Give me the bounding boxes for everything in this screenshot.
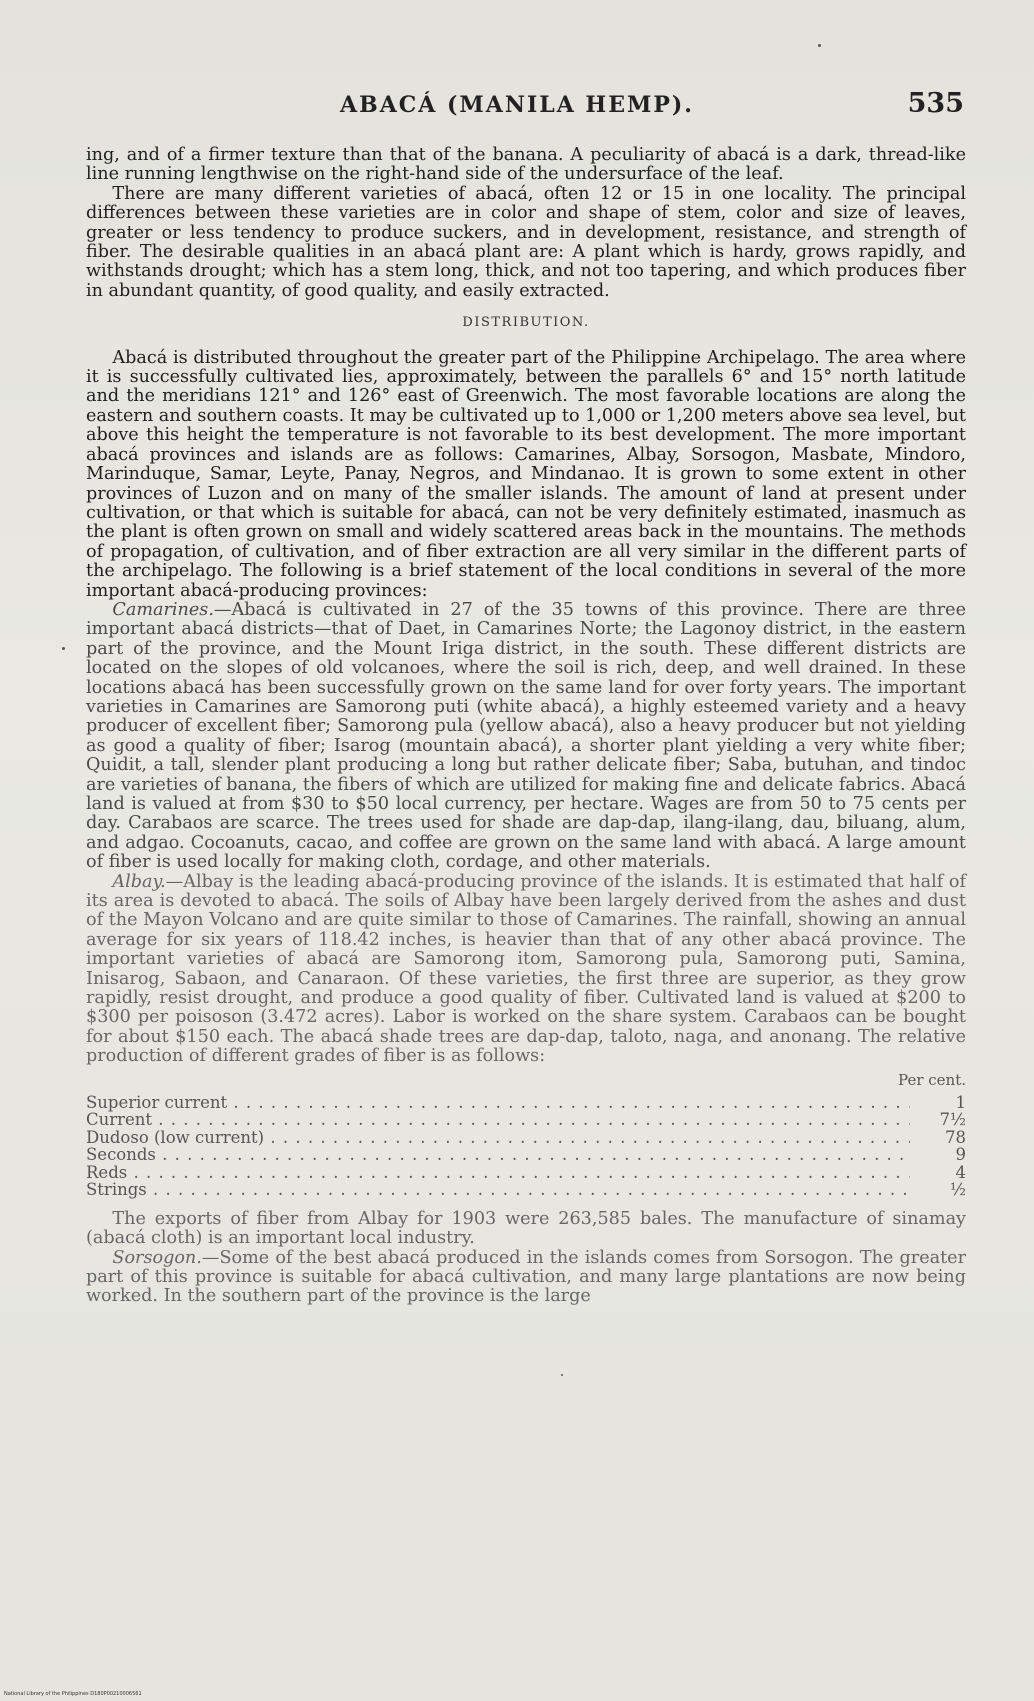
paragraph: Abacá is distributed throughout the greater part of the Philippine Archipelago. The area where it is successfully cultivated lies, approximately, between the parallels 6° and 15° north latitude and the meridians 121° and 126° east of Greenwich. The most favorable locations are along the eastern and southern coasts. It may be cultivated up to 1,000 or 1,200 meters above sea level, but above this height the temperature is not favorable to its best development. The more important abacá provinces and islands are as follows: Camarines, Albay, Sorsogon, Masbate, Mindoro, Marinduque, Samar, Leyte, Panay, Negros, and Mindanao. It is grown to some extent in other provinces of Luzon and on many of the smaller islands. The amount of land at present under cultivation, or that which is suitable for abacá, can not be very definitely estimated, inasmuch as the plant is often grown on small and widely scattered areas back in the mountains. The methods of propagation, of cultivation, and of fiber extraction are all very similar in the different parts of the archipelago. The following is a brief statement of the local conditions in several of the more important abacá-producing provinces:	[86, 347, 966, 601]
library-credit: National Library of the Philippines D180P00210006561	[4, 1691, 142, 1697]
grade-label: Reds . . .	[86, 1163, 910, 1182]
grade-label: Seconds . . .	[86, 1145, 910, 1164]
province-name: Camarines.	[112, 599, 214, 620]
grade-label: Current . . .	[86, 1110, 910, 1129]
province-text: —Albay is the leading abacá-producing province of the islands. It is estimated that half of its area is devoted to abacá. The soils of Albay have been largely derived from the ashes and dust of the Mayon Volcano and are quite similar to those of Camarines. The rainfall, showing an annual average for six years of 118.42 inches, is heavier than that of any other abacá province. The important varieties of abacá are Samorong itom, Samorong pula, Samorong puti, Samina, Inisarog, Sabaon, and Canaraon. Of these varieties, the first three are superior, as they grow rapidly, resist drought, and produce a good quality of fiber. Cultivated land is valued at $200 to $300 per poisoson (3.472 acres). Labor is worked on the share system. Carabaos can be bought for about $150 each. The abacá shade trees are dap-dap, taloto, naga, and anonang. The relative production of different grades of fiber is as follows:	[86, 871, 966, 1067]
grade-label: Superior current . . .	[86, 1093, 910, 1112]
table-row	[86, 1145, 966, 1163]
fiber-grades-table	[86, 1071, 966, 1198]
paragraph: ing, and of a firmer texture than that of the banana. A peculiarity of abacá is a dark, thread-like line running lengthwise on the right-hand side of the undersurface of the leaf.	[86, 145, 966, 185]
province-text: —Abacá is cultivated in 27 of the 35 towns of this province. There are three important abacá districts—that of Daet, in Camarines Norte; the Lagonoy district, in the eastern part of the province, and the Mount Iriga district, in the south. These different districts are located on the slopes of old volcanoes, where the soil is rich, deep, and well drained. In these locations abacá has been successfully grown on the same land for over forty years. The important varieties in Camarines are Samorong puti (white abacá), a highly esteemed variety and a heavy producer of excellent fiber; Samorong pula (yellow abacá), also a heavy producer but not yielding as good a quality of fiber; Isarog (mountain abacá), a shorter plant yielding a very white fiber; Quidit, a tall, slender plant producing a long but rather delicate fiber; Saba, butuhan, and tindoc are varieties of banana, the fibers of which are utilized for making fine and delicate fabrics. Abacá land is valued at from $30 to $50 local currency, per hectare. Wages are from 50 to 75 cents per day. Carabaos are scarce. The trees used for shade are dap-dap, ilang-ilang, dau, biluang, alum, and adgao. Cocoanuts, cacao, and coffee are grown on the same land with abacá. A large amount of fiber is used locally for making cloth, cordage, and other materials.	[86, 599, 966, 873]
grade-percent: 7½	[939, 1110, 966, 1130]
page-number: 535	[907, 88, 964, 119]
paragraph: There are many different varieties of abacá, often 12 or 15 in one locality. The principal differences between these varieties are in color and shape of stem, color and size of leaves, greater or less tendency to produce suckers, and in development, resistance, and strength of fiber. The desirable qualities in an abacá plant are: A plant which is hardy, grows rapidly, and withstands drought; which has a stem long, thick, and not too tapering, and which produces fiber in abundant quantity, of good quality, and easily extracted.	[86, 183, 966, 301]
grade-percent: ½	[950, 1180, 966, 1200]
paragraph-albay	[86, 873, 966, 1067]
grade-percent: 9	[955, 1145, 966, 1165]
paragraph-exports: The exports of fiber from Albay for 1903 were 263,585 bales. The manufacture of sinamay (abacá cloth) is an important local industry.	[86, 1208, 966, 1249]
paragraph-camarines	[86, 601, 966, 873]
province-text: —Some of the best abacá produced in the islands comes from Sorsogon. The greater part of this province is suitable for abacá cultivation, and many large plantations are now being worked. In the southern part of the province is the large	[86, 1247, 966, 1307]
body-text	[86, 146, 966, 1307]
grade-label: Dudoso (low current) . . .	[86, 1128, 910, 1147]
table-row	[86, 1163, 966, 1181]
scan-speck	[62, 647, 65, 650]
running-title: ABACÁ (MANILA HEMP).	[340, 92, 694, 118]
table-row	[86, 1093, 966, 1111]
grade-percent: 4	[955, 1162, 966, 1182]
section-heading: DISTRIBUTION.	[462, 315, 590, 331]
grade-label: Strings . . .	[86, 1180, 910, 1199]
province-name: Albay.	[112, 871, 166, 892]
table-row	[86, 1128, 966, 1146]
table-row	[86, 1180, 966, 1198]
table-row	[86, 1110, 966, 1128]
grade-percent: 78	[945, 1127, 966, 1147]
scan-speck	[561, 1374, 563, 1376]
table-header: Per cent.	[898, 1070, 966, 1089]
scan-speck	[818, 44, 821, 47]
province-name: Sorsogon.	[112, 1247, 202, 1268]
paragraph-sorsogon	[86, 1249, 966, 1307]
page-header	[0, 88, 1034, 128]
grade-percent: 1	[955, 1092, 966, 1112]
